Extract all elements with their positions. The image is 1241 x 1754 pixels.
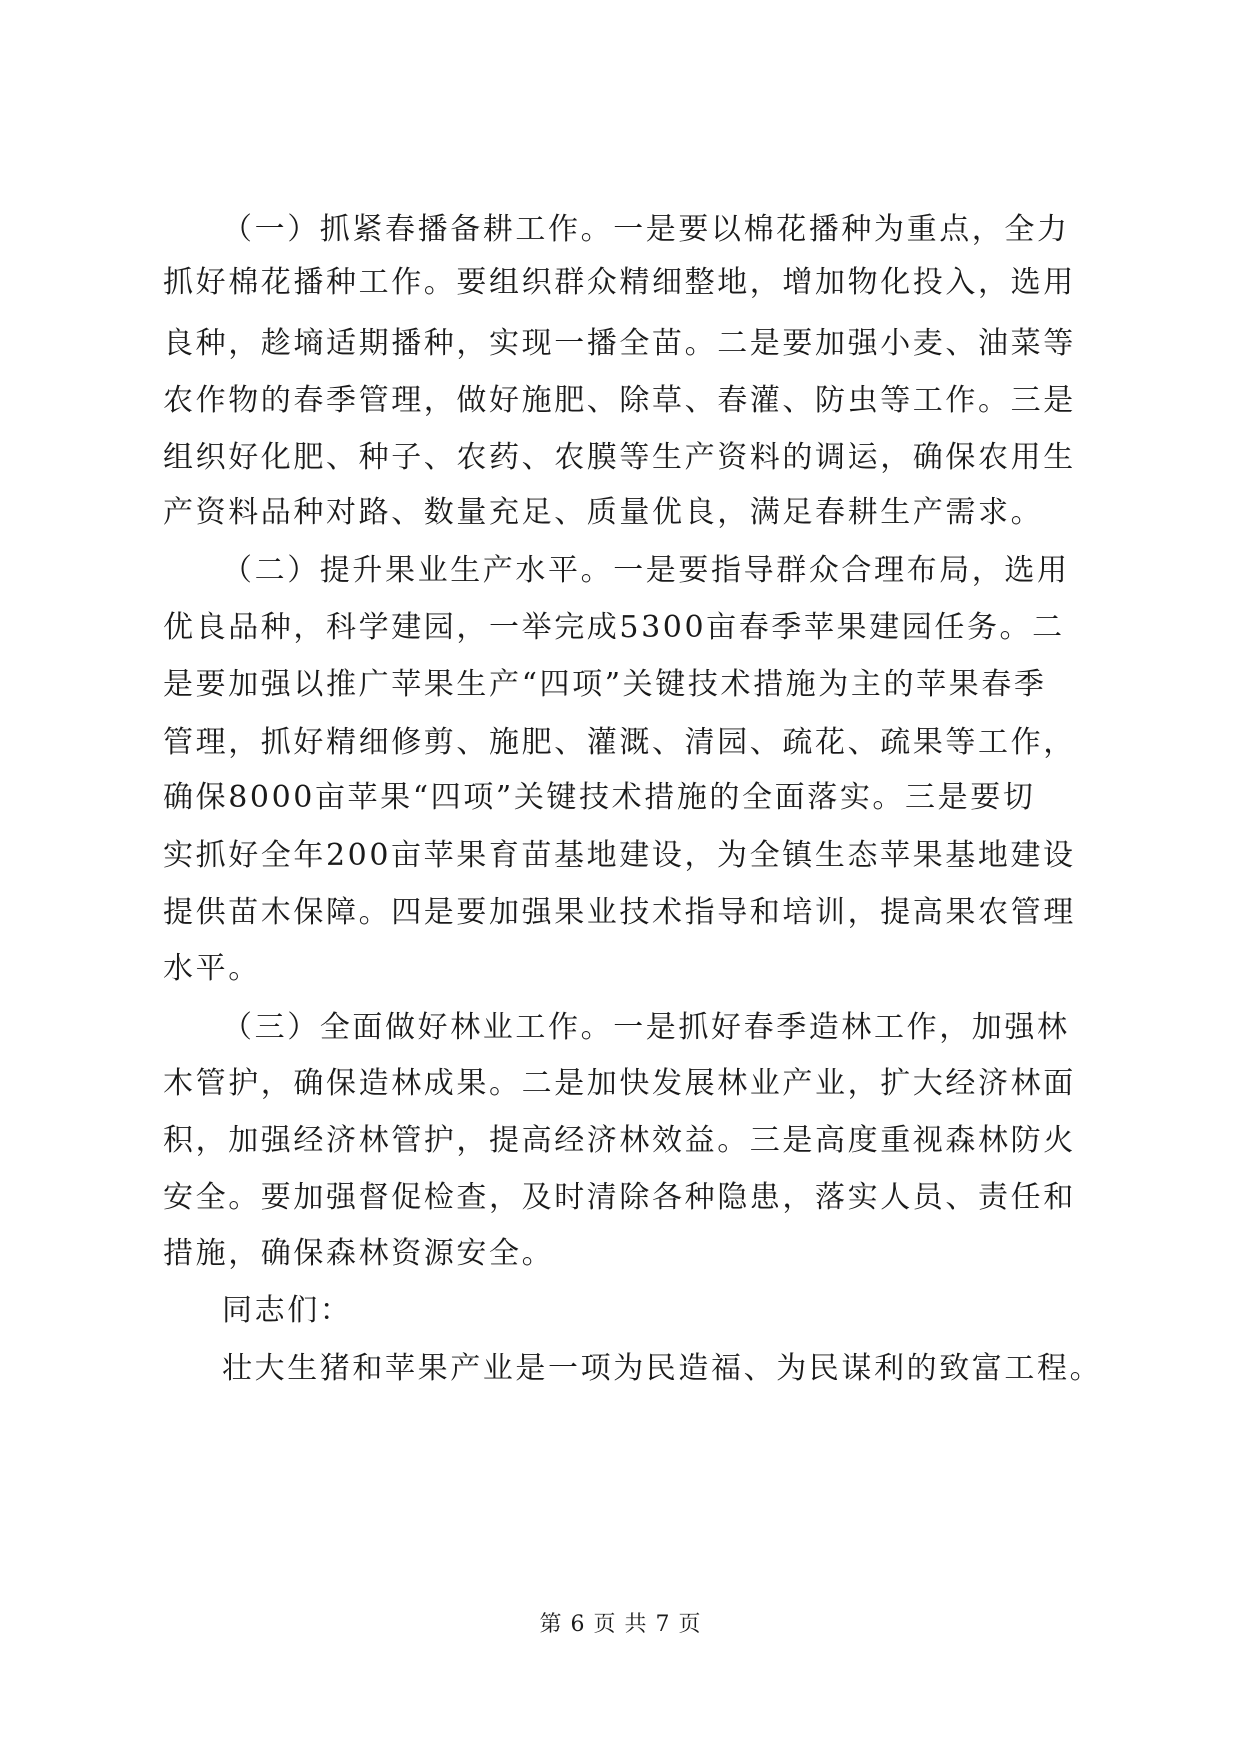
- paragraph-3-line-4: 安全。要加强督促检查，及时清除各种隐患，落实人员、责任和: [163, 1180, 1076, 1215]
- paragraph-3-line-5: 措施，确保森林资源安全。: [163, 1236, 555, 1271]
- paragraph-3-line-3: 积，加强经济林管护，提高经济林效益。三是高度重视森林防火: [163, 1123, 1076, 1158]
- paragraph-2-line-2: 优良品种，科学建园，一举完成5300亩春季苹果建园任务。二: [163, 610, 1065, 645]
- paragraph-2-line-8: 水平。: [163, 951, 261, 986]
- paragraph-1-line-3: 良种，趁墒适期播种，实现一播全苗。二是要加强小麦、油菜等: [163, 326, 1076, 361]
- paragraph-3-line-2: 木管护，确保造林成果。二是加快发展林业产业，扩大经济林面: [163, 1066, 1076, 1101]
- paragraph-2-line-5: 确保8000亩苹果“四项”关键技术措施的全面落实。三是要切: [163, 780, 1036, 815]
- page-number-footer: 第 6 页 共 7 页: [539, 1612, 702, 1637]
- paragraph-2-line-4: 管理，抓好精细修剪、施肥、灌溉、清园、疏花、疏果等工作，: [163, 725, 1076, 760]
- paragraph-1-line-4: 农作物的春季管理，做好施肥、除草、春灌、防虫等工作。三是: [163, 383, 1076, 418]
- paragraph-1-line-6: 产资料品种对路、数量充足、质量优良，满足春耕生产需求。: [163, 495, 1044, 530]
- paragraph-2-line-6: 实抓好全年200亩苹果育苗基地建设，为全镇生态苹果基地建设: [163, 838, 1076, 873]
- paragraph-1-line-2: 抓好棉花播种工作。要组织群众精细整地，增加物化投入，选用: [163, 265, 1076, 300]
- paragraph-1-line-1: （一）抓紧春播备耕工作。一是要以棉花播种为重点，全力: [222, 212, 1070, 247]
- paragraph-4-line-1: 同志们：: [222, 1293, 353, 1328]
- paragraph-2-line-7: 提供苗木保障。四是要加强果业技术指导和培训，提高果农管理: [163, 895, 1076, 930]
- paragraph-2-line-1: （二）提升果业生产水平。一是要指导群众合理布局，选用: [222, 553, 1070, 588]
- paragraph-1-line-5: 组织好化肥、种子、农药、农膜等生产资料的调运，确保农用生: [163, 440, 1076, 475]
- paragraph-3-line-1: （三）全面做好林业工作。一是抓好春季造林工作，加强林: [222, 1010, 1070, 1045]
- paragraph-5-line-1: 壮大生猪和苹果产业是一项为民造福、为民谋利的致富工程。: [222, 1351, 1103, 1386]
- paragraph-2-line-3: 是要加强以推广苹果生产“四项”关键技术措施为主的苹果春季: [163, 667, 1047, 702]
